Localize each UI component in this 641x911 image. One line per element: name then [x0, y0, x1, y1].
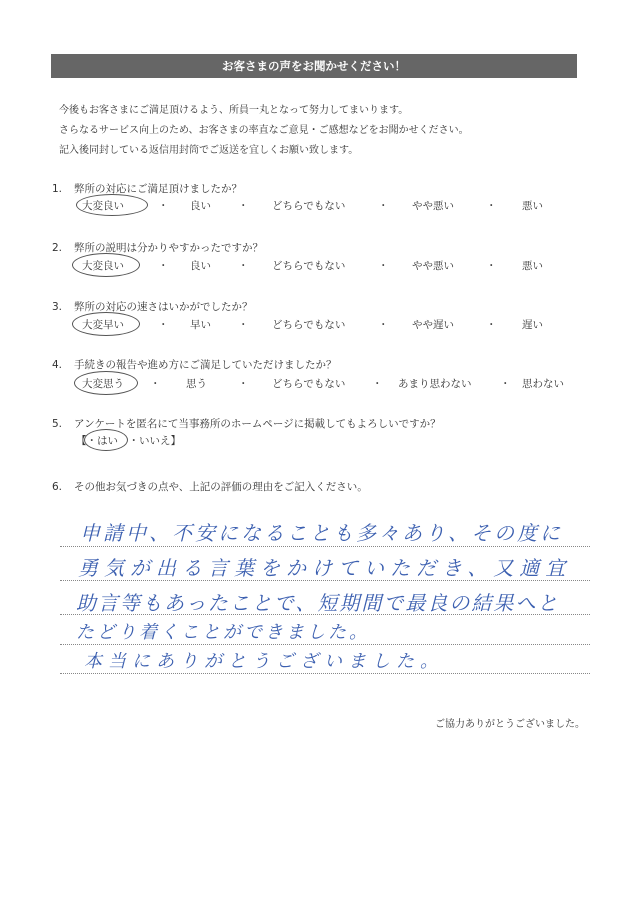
intro-line-2: さらなるサービス向上のため、お客さまの率直なご意見・ご感想などをお聞かせください。	[59, 125, 469, 136]
question-2	[52, 240, 263, 255]
q2-option-1[interactable]: 大変良い	[82, 260, 124, 272]
question-3	[52, 299, 253, 314]
question-6-number: 6.	[52, 481, 63, 493]
separator-dot: ・	[158, 260, 169, 272]
handwritten-comment-line-2: 勇気が出る言葉をかけていただき、又適宜	[78, 556, 572, 580]
separator-dot: ・	[238, 319, 249, 331]
handwritten-comment-line-4: たどり着くことができました。	[76, 622, 370, 643]
intro-line-1: 今後もお客さまにご満足頂けるよう、所員一丸となって努力してまいります。	[59, 105, 409, 116]
question-1	[52, 181, 242, 196]
q1-option-2[interactable]: 良い	[190, 200, 211, 212]
handwritten-comment-line-3: 助言等もあったことで、短期間で最良の結果へと	[76, 591, 560, 615]
q1-option-1[interactable]: 大変良い	[82, 200, 124, 212]
page-title-banner: お客さまの声をお聞かせください！	[51, 54, 577, 78]
q4-option-1[interactable]: 大変思う	[82, 378, 124, 390]
q2-option-2[interactable]: 良い	[190, 260, 211, 272]
question-1-number: 1.	[52, 183, 63, 195]
q5-options[interactable]: 【・はい ・いいえ】	[76, 435, 181, 447]
q3-option-5[interactable]: 遅い	[522, 319, 543, 331]
question-3-number: 3.	[52, 301, 63, 313]
q4-option-4[interactable]: あまり思わない	[398, 378, 472, 390]
comment-rule-line	[60, 546, 590, 547]
separator-dot: ・	[486, 200, 497, 212]
q1-option-5[interactable]: 悪い	[522, 200, 543, 212]
q4-option-3[interactable]: どちらでもない	[272, 378, 346, 390]
q3-option-3[interactable]: どちらでもない	[272, 319, 346, 331]
separator-dot: ・	[486, 319, 497, 331]
separator-dot: ・	[150, 378, 161, 390]
handwritten-comment-line-1: 申請中、不安になることも多々あり、その度に	[80, 521, 563, 545]
q2-option-4[interactable]: やや悪い	[412, 260, 454, 272]
separator-dot: ・	[500, 378, 511, 390]
separator-dot: ・	[238, 200, 249, 212]
separator-dot: ・	[238, 378, 249, 390]
q2-option-3[interactable]: どちらでもない	[272, 260, 346, 272]
q1-option-4[interactable]: やや悪い	[412, 200, 454, 212]
separator-dot: ・	[378, 319, 389, 331]
question-1-text: 弊所の対応にご満足頂けましたか？	[74, 183, 242, 195]
question-4-number: 4.	[52, 359, 63, 371]
separator-dot: ・	[486, 260, 497, 272]
question-6-text: その他お気づきの点や、上記の評価の理由をご記入ください。	[74, 481, 368, 493]
separator-dot: ・	[238, 260, 249, 272]
q3-option-1[interactable]: 大変早い	[82, 319, 124, 331]
question-5-number: 5.	[52, 418, 63, 430]
q2-option-5[interactable]: 悪い	[522, 260, 543, 272]
question-5-text: アンケートを匿名にて当事務所のホームページに掲載してもよろしいですか？	[74, 418, 441, 430]
comment-rule-line	[60, 673, 590, 674]
q1-option-3[interactable]: どちらでもない	[272, 200, 346, 212]
q4-option-5[interactable]: 思わない	[522, 378, 564, 390]
thank-you-footer: ご協力ありがとうございました。	[435, 719, 585, 730]
question-2-number: 2.	[52, 242, 63, 254]
separator-dot: ・	[372, 378, 383, 390]
comment-rule-line	[60, 644, 590, 645]
q3-option-2[interactable]: 早い	[190, 319, 211, 331]
q3-option-4[interactable]: やや遅い	[412, 319, 454, 331]
intro-line-3: 記入後同封している返信用封筒でご返送を宜しくお願い致します。	[59, 145, 359, 156]
question-6	[52, 479, 368, 494]
question-3-text: 弊所の対応の速さはいかがでしたか？	[74, 301, 253, 313]
handwritten-comment-line-5: 本当にありがとうございました。	[84, 651, 444, 672]
question-2-text: 弊所の説明は分かりやすかったですか？	[74, 242, 263, 254]
separator-dot: ・	[158, 319, 169, 331]
separator-dot: ・	[378, 260, 389, 272]
question-4-text: 手続きの報告や進め方にご満足していただけましたか？	[74, 359, 337, 371]
separator-dot: ・	[158, 200, 169, 212]
question-4	[52, 357, 337, 372]
q4-option-2[interactable]: 思う	[186, 378, 207, 390]
separator-dot: ・	[378, 200, 389, 212]
